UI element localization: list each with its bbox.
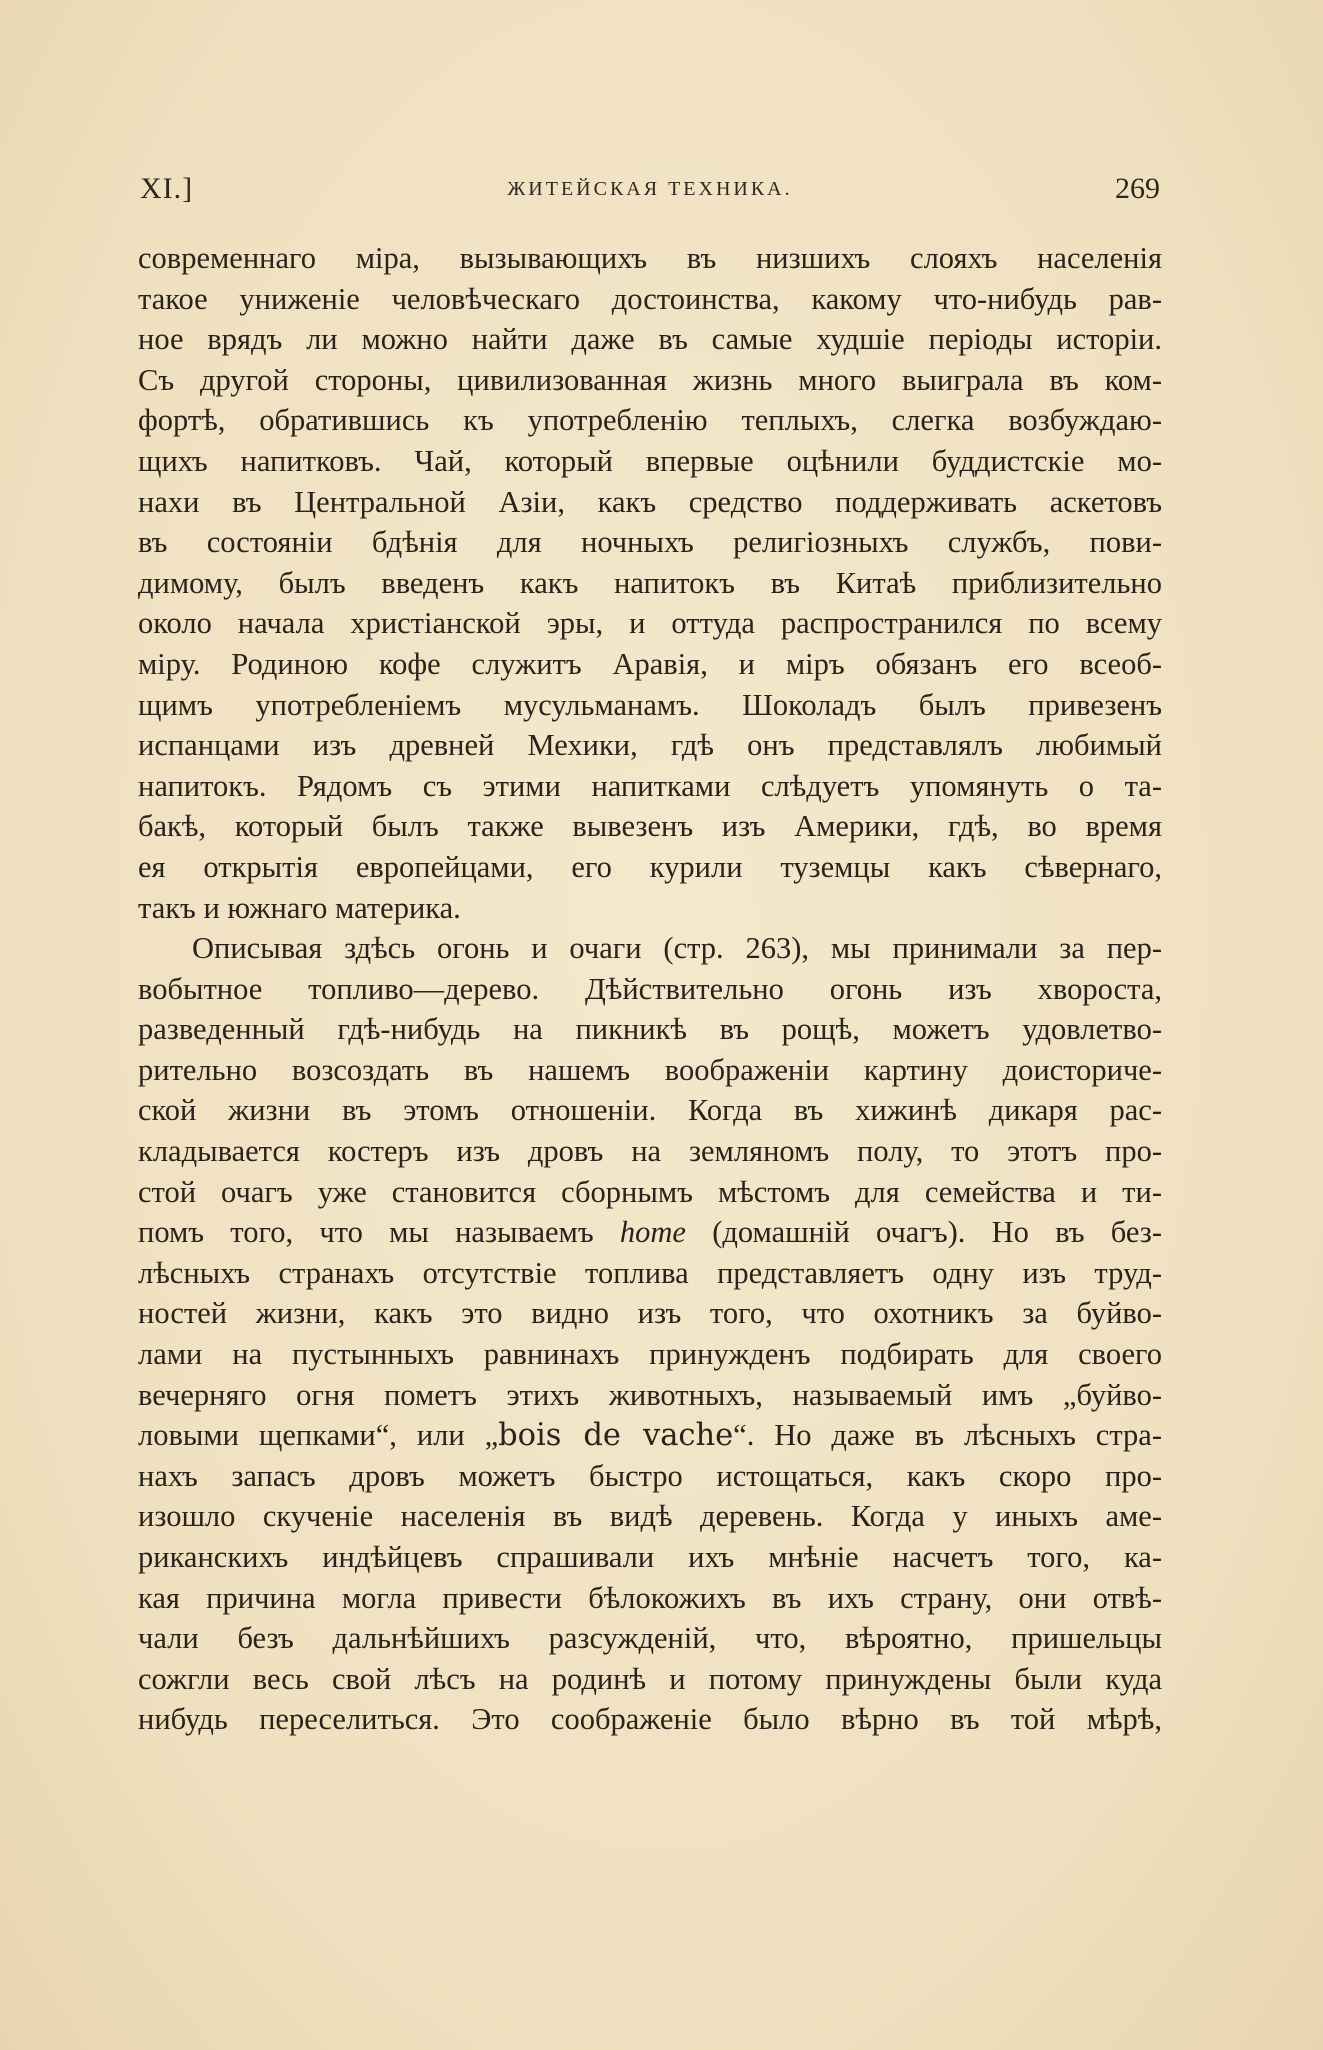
italic-term: home xyxy=(619,1215,686,1250)
running-title: ЖИТЕЙСКАЯ ТЕХНИКА. xyxy=(507,178,793,200)
text-line: щимъ употребленіемъ мусульманамъ. Шоколадъ былъ привезенъ xyxy=(138,687,1162,722)
text-line: лѣсныхъ странахъ отсутствіе топлива представляетъ одну изъ труд- xyxy=(138,1255,1162,1290)
text-segment: “. Но даже въ лѣсныхъ стра- xyxy=(733,1418,1162,1453)
text-line: нахи въ Центральной Азіи, какъ средство поддерживать аскетовъ xyxy=(138,484,1162,519)
text-line: вечерняго огня пометъ этихъ животныхъ, называемый имъ „буйво- xyxy=(138,1377,1162,1412)
text-segment: помъ того, что мы называемъ xyxy=(138,1215,594,1250)
text-line: ное врядъ ли можно найти даже въ самые худшіе періоды исторіи. xyxy=(138,322,1162,357)
text-line: кладывается костеръ изъ дровъ на земляномъ полу, то этотъ про- xyxy=(138,1134,1162,1169)
text-line: ностей жизни, какъ это видно изъ того, что охотникъ за буйво- xyxy=(138,1296,1162,1331)
text-line: вобытное топливо—дерево. Дѣйствительно огонь изъ хвороста, xyxy=(138,971,1162,1006)
text-line: около начала христіанской эры, и оттуда распространился по всему xyxy=(138,606,1162,641)
text-line: нахъ запасъ дровъ можетъ быстро истощаться, какъ скоро про- xyxy=(138,1458,1162,1493)
text-line: кая причина могла привести бѣлокожихъ въ ихъ страну, они отвѣ- xyxy=(138,1580,1162,1615)
text-line: ской жизни въ этомъ отношеніи. Когда въ хижинѣ дикаря рас- xyxy=(138,1093,1162,1128)
text-line: стой очагъ уже становится сборнымъ мѣстомъ для семейства и ти- xyxy=(138,1174,1162,1209)
text-line: рительно возсоздать въ нашемъ воображеніи картину доисториче- xyxy=(138,1052,1162,1087)
text-line: чали безъ дальнѣйшихъ разсужденій, что, вѣроятно, пришельцы xyxy=(138,1621,1162,1656)
text-line: міру. Родиною кофе служитъ Аравія, и міръ обязанъ его всеоб- xyxy=(138,646,1162,681)
chapter-number: XI.] xyxy=(140,172,194,205)
body-text xyxy=(138,238,1162,1740)
text-line: напитокъ. Рядомъ съ этими напитками слѣдуетъ упомянуть о та- xyxy=(138,768,1162,803)
text-line: въ состояніи бдѣнія для ночныхъ религіозныхъ службъ, пови- xyxy=(138,525,1162,560)
text-line: нибудь переселиться. Это соображеніе было вѣрно въ той мѣрѣ, xyxy=(138,1702,1162,1737)
text-line-home xyxy=(138,1212,1162,1253)
text-segment: ловыми щепками“, или „ xyxy=(138,1418,499,1453)
text-segment: (домашній очагъ). Но въ без- xyxy=(712,1215,1162,1250)
text-line: лами на пустынныхъ равнинахъ принужденъ подбирать для своего xyxy=(138,1337,1162,1372)
text-line: риканскихъ индѣйцевъ спрашивали ихъ мнѣніе насчетъ того, ка- xyxy=(138,1540,1162,1574)
text-line: Съ другой стороны, цивилизованная жизнь много выиграла въ ком- xyxy=(138,362,1162,397)
text-line: разведенный гдѣ-нибудь на пикникѣ въ рощѣ, можетъ удовлетво- xyxy=(138,1012,1162,1047)
text-line: изошло скученіе населенія въ видѣ деревень. Когда у иныхъ аме- xyxy=(138,1499,1162,1534)
text-line: димому, былъ введенъ какъ напитокъ въ Китаѣ приблизительно xyxy=(138,565,1162,600)
foreign-term: bois de vache xyxy=(498,1418,734,1454)
text-line: фортѣ, обратившись къ употребленію теплыхъ, слегка возбуждаю- xyxy=(138,403,1162,438)
text-line: такъ и южнаго материка. xyxy=(138,890,461,925)
text-line: такое униженіе человѣческаго достоинства, какому что-нибудь рав- xyxy=(138,281,1162,316)
text-line: бакѣ, который былъ также вывезенъ изъ Америки, гдѣ, во время xyxy=(138,809,1162,844)
text-line: Описывая здѣсь огонь и очаги (стр. 263), мы принимали за пер- xyxy=(192,931,1162,966)
text-line: сожгли весь свой лѣсъ на родинѣ и потому принуждены были куда xyxy=(138,1661,1162,1696)
text-line: ея открытія европейцами, его курили туземцы какъ сѣвернаго, xyxy=(138,849,1162,884)
text-line: современнаго міра, вызывающихъ въ низшихъ слояхъ населенія xyxy=(138,241,1162,275)
text-line: щихъ напитковъ. Чай, который впервые оцѣнили буддистскіе мо- xyxy=(138,443,1162,478)
page-number: 269 xyxy=(1115,172,1160,205)
running-head xyxy=(140,172,1160,212)
text-line: испанцами изъ древней Мехики, гдѣ онъ представлялъ любимый xyxy=(138,728,1162,763)
text-line-bois-de-vache xyxy=(138,1415,1162,1456)
